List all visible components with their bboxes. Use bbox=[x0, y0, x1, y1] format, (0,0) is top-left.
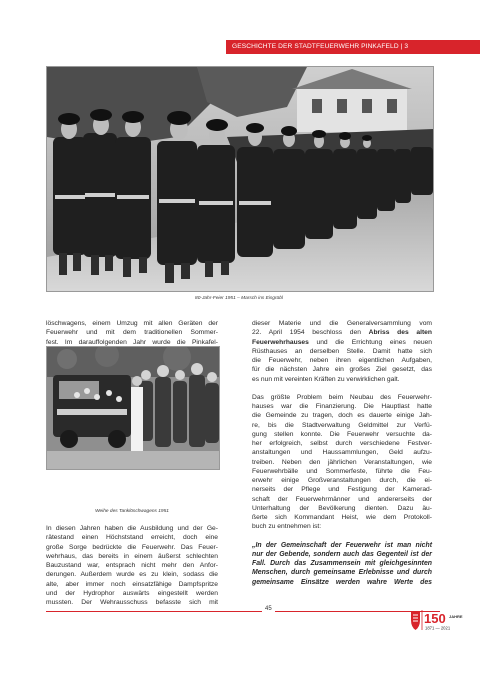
text-line: „In der Gemeinschaft der Feuerwehr ist man nicht bbox=[252, 541, 432, 549]
text-line: buch zu entnehmen ist: bbox=[252, 523, 322, 531]
anniversary-badge bbox=[408, 608, 470, 632]
quote-paragraph bbox=[252, 541, 432, 587]
text-line: erwehr einige Großveranstaltungen durch, die ei- bbox=[252, 477, 432, 484]
text-line: Unterhaltung der Bevölkerung dienten. Dazu äu- bbox=[252, 504, 432, 512]
text-line: große Sorge bedrückte die Feuerwehr. Das Feuer- bbox=[46, 543, 218, 551]
text-line: gemeinsame Einsätze werden wahre Werte des bbox=[252, 578, 432, 586]
paragraph-1 bbox=[252, 319, 432, 384]
text-run: 22. April 1954 beschloss den bbox=[252, 329, 369, 337]
text-line: Feuerwehrbälle und Sommerfeste, führte die Feu- bbox=[252, 467, 432, 475]
text-line: schaft der Feuerwehrmänner und andererseits der bbox=[252, 495, 432, 503]
text-line: fest. Im darauffolgenden Jahr wurde die Pinkafel- bbox=[46, 338, 218, 346]
text-line: nerseits der Pflege und Festigung der Kamerad- bbox=[252, 486, 432, 494]
photo-march bbox=[46, 66, 434, 292]
text-line: derungen. Außerdem wurde es zu klein, sodass die bbox=[46, 571, 218, 579]
text-run: und die Errichtung eines neuen bbox=[308, 338, 432, 346]
text-line: In diesen Jahren haben die Ausbildung und der Ge- bbox=[46, 525, 218, 532]
left-column-bottom-text bbox=[46, 524, 218, 607]
text-line: mussten. Der Wehrausschuss befasste sich mit bbox=[46, 599, 218, 606]
text-line: hauses war die Finanzierung. Die Hauptlast hatte bbox=[252, 403, 432, 410]
footer-rule bbox=[46, 611, 440, 612]
text-line: löschwagens, einem Umzug mit allen Geräten der bbox=[46, 320, 218, 327]
text-line: Rüsthauses an derselben Stelle. Damit hatte sich bbox=[252, 347, 432, 355]
bold-text: Feuerwehrhauses bbox=[252, 338, 309, 346]
text-line: re, bis die Stadtverwaltung Geldmittel zur Verfü- bbox=[252, 421, 432, 429]
running-header: GESCHICHTE DER STADTFEUERWEHR PINKAFELD | 3 bbox=[226, 40, 480, 54]
text-line: gung stellen konnte. Die Feuerwehr versuchte da- bbox=[252, 430, 432, 438]
bold-text: Abriss des alten bbox=[368, 329, 432, 337]
text-line: für die nächsten Jahre ein großes Ziel gesetzt, das bbox=[252, 366, 432, 374]
badge-number: 150 bbox=[424, 611, 446, 626]
text-line: Das größte Problem beim Neubau des Feuerwehr- bbox=[252, 393, 432, 401]
photo-tanker-caption: Weihe des Tanklöschwagens 1951 bbox=[95, 509, 169, 514]
text-line: Menschen, durch gemeinsame Erlebnisse und durch bbox=[252, 569, 432, 577]
text-line: Feuerwehr und mit dem traditionellen Sommer- bbox=[46, 329, 218, 337]
text-line: alte, aber immer noch einsatzfähige Dampfspritze bbox=[46, 580, 218, 588]
right-column-text bbox=[252, 319, 432, 587]
text-line: Fall. Durch das Zusammensein mit gleichgesinnten bbox=[252, 560, 432, 567]
text-line: die Gemeinde zu tragen, doch es dauerte einige Jah- bbox=[252, 412, 432, 420]
text-line: her erfolgreich, selbst durch verschiedene Festver- bbox=[252, 440, 432, 447]
photo-tanker-blessing bbox=[46, 346, 220, 470]
photo-march-caption: 80-Jahr-Feier 1951 – Marsch ins Eisgrübl bbox=[195, 296, 283, 301]
text-line: und der Hydrophor auswärts eingestellt werden bbox=[46, 589, 218, 597]
text-line: nur der Gebende, sondern auch das Gegenteil ist der bbox=[252, 550, 432, 558]
text-line: treiben. Neben den jährlichen Veranstaltungen, wie bbox=[252, 458, 432, 466]
text-line bbox=[252, 338, 432, 347]
badge-word: JAHRE bbox=[449, 614, 463, 619]
badge-years: 1871 — 2021 bbox=[425, 625, 451, 631]
text-line: wehrhaus, das bereits in einem äußerst schlechten bbox=[46, 552, 218, 560]
text-line: rätestand einen Höchststand erreicht, doch eine bbox=[46, 534, 218, 542]
text-line: ßerte sich Kommandant Heist, wie dem Protokoll- bbox=[252, 514, 432, 521]
text-line: dieser Materie und die Generalversammlung vom bbox=[252, 320, 432, 327]
text-line: es nun mit vereinten Kräften zu verwirklichen galt. bbox=[252, 375, 400, 383]
paragraph-2 bbox=[252, 393, 432, 532]
text-line: die Feuerwehr, neben ihren eigentlichen Aufgaben, bbox=[252, 357, 432, 364]
text-line bbox=[252, 328, 432, 337]
page-number: 45 bbox=[262, 606, 275, 612]
text-line: anstaltungen und Haussammlungen, Geld aufzu- bbox=[252, 449, 432, 457]
text-line: Bauzustand war, entsprach nicht mehr den Anfor- bbox=[46, 562, 218, 569]
shield-icon bbox=[411, 611, 420, 630]
